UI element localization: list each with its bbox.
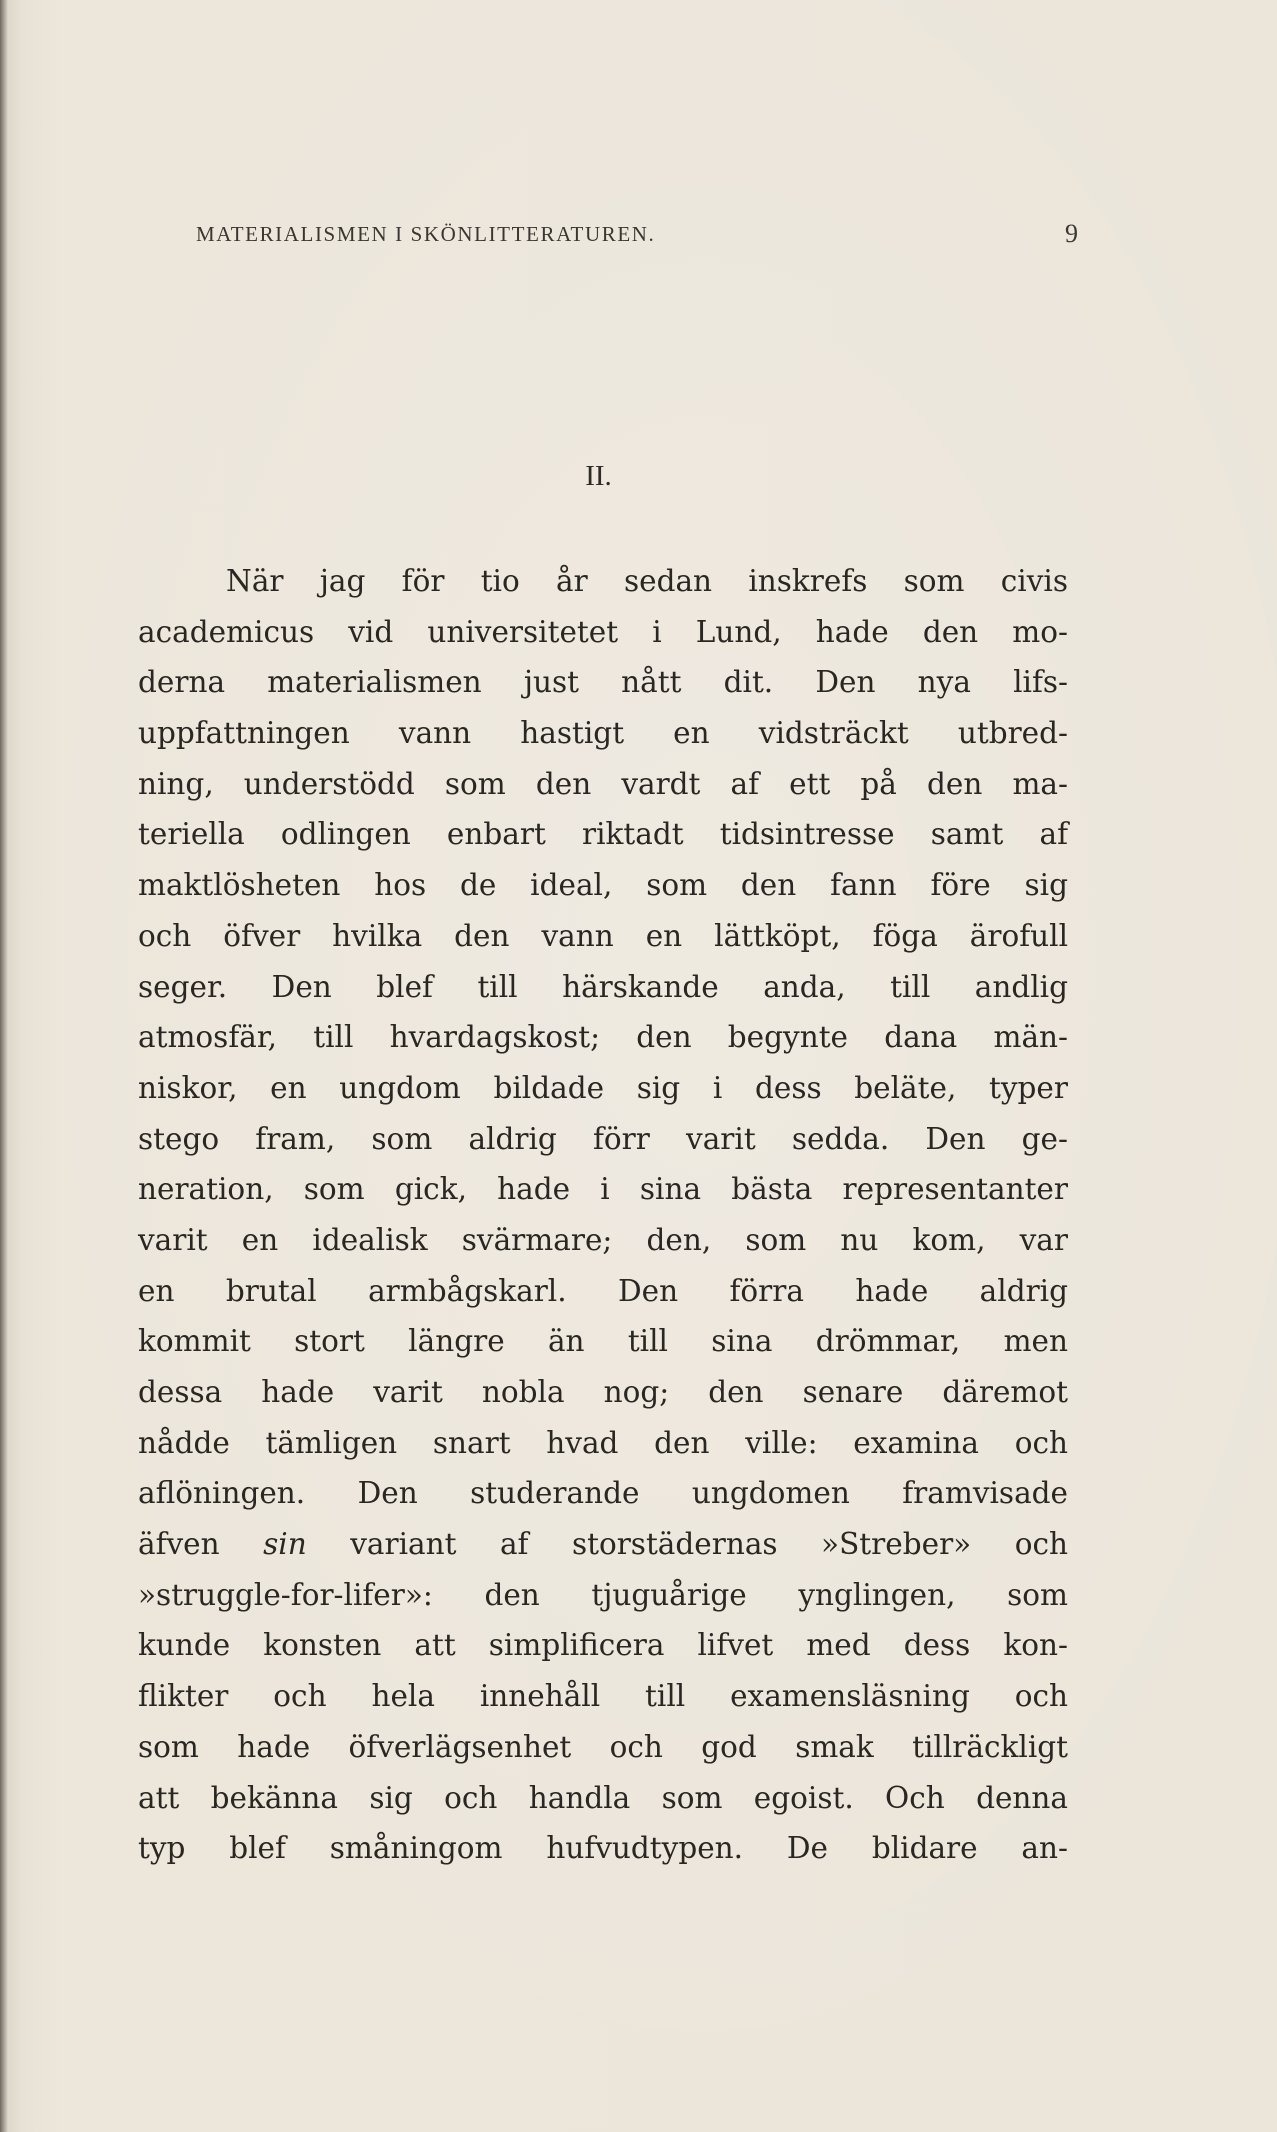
text-line-content: seger. Den blef till härskande anda, till andlig: [138, 969, 1068, 1004]
text-line: [138, 657, 1068, 708]
text-line: [138, 809, 1068, 860]
text-line-content: niskor, en ungdom bildade sig i dess beläte, typer: [138, 1070, 1068, 1105]
text-line-with-italic: [138, 1519, 1068, 1570]
text-line: [138, 1823, 1068, 1874]
text-segment: variant af storstädernas »Streber» och: [306, 1527, 1068, 1562]
page-number: 9: [1065, 219, 1078, 248]
text-line-content: »struggle-for-lifer»: den tjuguårige ynglingen, som: [138, 1577, 1068, 1612]
text-line: [138, 1468, 1068, 1519]
text-line-content: atmosfär, till hvardagskost; den begynte dana män-: [138, 1020, 1068, 1055]
text-line: [138, 1164, 1068, 1215]
text-line: [138, 607, 1068, 658]
text-line: [138, 556, 1068, 607]
text-line-content: flikter och hela innehåll till examensläsning och: [138, 1679, 1068, 1714]
text-line-content: uppfattningen vann hastigt en vidsträckt utbred-: [138, 716, 1068, 751]
text-line: [138, 1316, 1068, 1367]
text-line-content: typ blef småningom hufvudtypen. De blidare an-: [138, 1831, 1068, 1866]
running-head-title: MATERIALISMEN I SKÖNLITTERATUREN.: [196, 222, 656, 246]
text-line-content: neration, som gick, hade i sina bästa representanter: [138, 1172, 1068, 1207]
text-line: [138, 1570, 1068, 1621]
text-line: [138, 1671, 1068, 1722]
body-text: [138, 556, 1068, 1874]
text-line-content: en brutal armbågskarl. Den förra hade aldrig: [138, 1273, 1068, 1308]
section-number: II.: [585, 460, 612, 492]
text-line-content: kunde konsten att simplificera lifvet med dess kon-: [138, 1628, 1068, 1663]
text-line-content: ning, understödd som den vardt af ett på den ma-: [138, 766, 1068, 801]
text-line: [138, 759, 1068, 810]
text-line-content: academicus vid universitetet i Lund, hade den mo-: [138, 614, 1068, 649]
text-line-content: stego fram, som aldrig förr varit sedda. Den ge-: [138, 1121, 1068, 1156]
text-line: [138, 1367, 1068, 1418]
text-line-content: dessa hade varit nobla nog; den senare däremot: [138, 1375, 1068, 1409]
text-line: [138, 1722, 1068, 1773]
text-line-content: kommit stort längre än till sina drömmar, men: [138, 1324, 1068, 1359]
text-line: [138, 1063, 1068, 1114]
text-segment: äfven: [138, 1527, 264, 1562]
text-line-content: att bekänna sig och handla som egoist. Och denna: [138, 1780, 1068, 1815]
text-line: [138, 1114, 1068, 1165]
text-line-content: derna materialismen just nått dit. Den nya lifs-: [138, 665, 1068, 700]
text-line-content: och öfver hvilka den vann en lättköpt, föga ärofull: [138, 918, 1068, 953]
text-line: [138, 911, 1068, 962]
text-line: [138, 1266, 1068, 1317]
text-line: [138, 1012, 1068, 1063]
text-line-content: teriella odlingen enbart riktadt tidsintresse samt af: [138, 817, 1068, 852]
text-line: [138, 1215, 1068, 1266]
text-line-content: nådde tämligen snart hvad den ville: examina och: [138, 1425, 1068, 1460]
text-line-content: varit en idealisk svärmare; den, som nu kom, var: [138, 1222, 1068, 1257]
text-line-content: aflöningen. Den studerande ungdomen framvisade: [138, 1476, 1068, 1511]
binding-edge: [0, 0, 8, 2132]
text-line: [138, 860, 1068, 911]
text-line: [138, 1519, 1068, 1570]
text-line: [138, 708, 1068, 759]
text-line-content: som hade öfverlägsenhet och god smak tillräckligt: [138, 1729, 1068, 1764]
text-line: [138, 1773, 1068, 1824]
running-head: [196, 219, 1078, 252]
text-line-content: maktlösheten hos de ideal, som den fann före sig: [138, 868, 1068, 903]
italic-word: sin: [263, 1527, 307, 1562]
text-line: [138, 962, 1068, 1013]
text-line: [138, 1620, 1068, 1671]
text-line: [138, 1418, 1068, 1469]
text-line-content: När jag för tio år sedan inskrefs som civis: [226, 564, 1068, 598]
